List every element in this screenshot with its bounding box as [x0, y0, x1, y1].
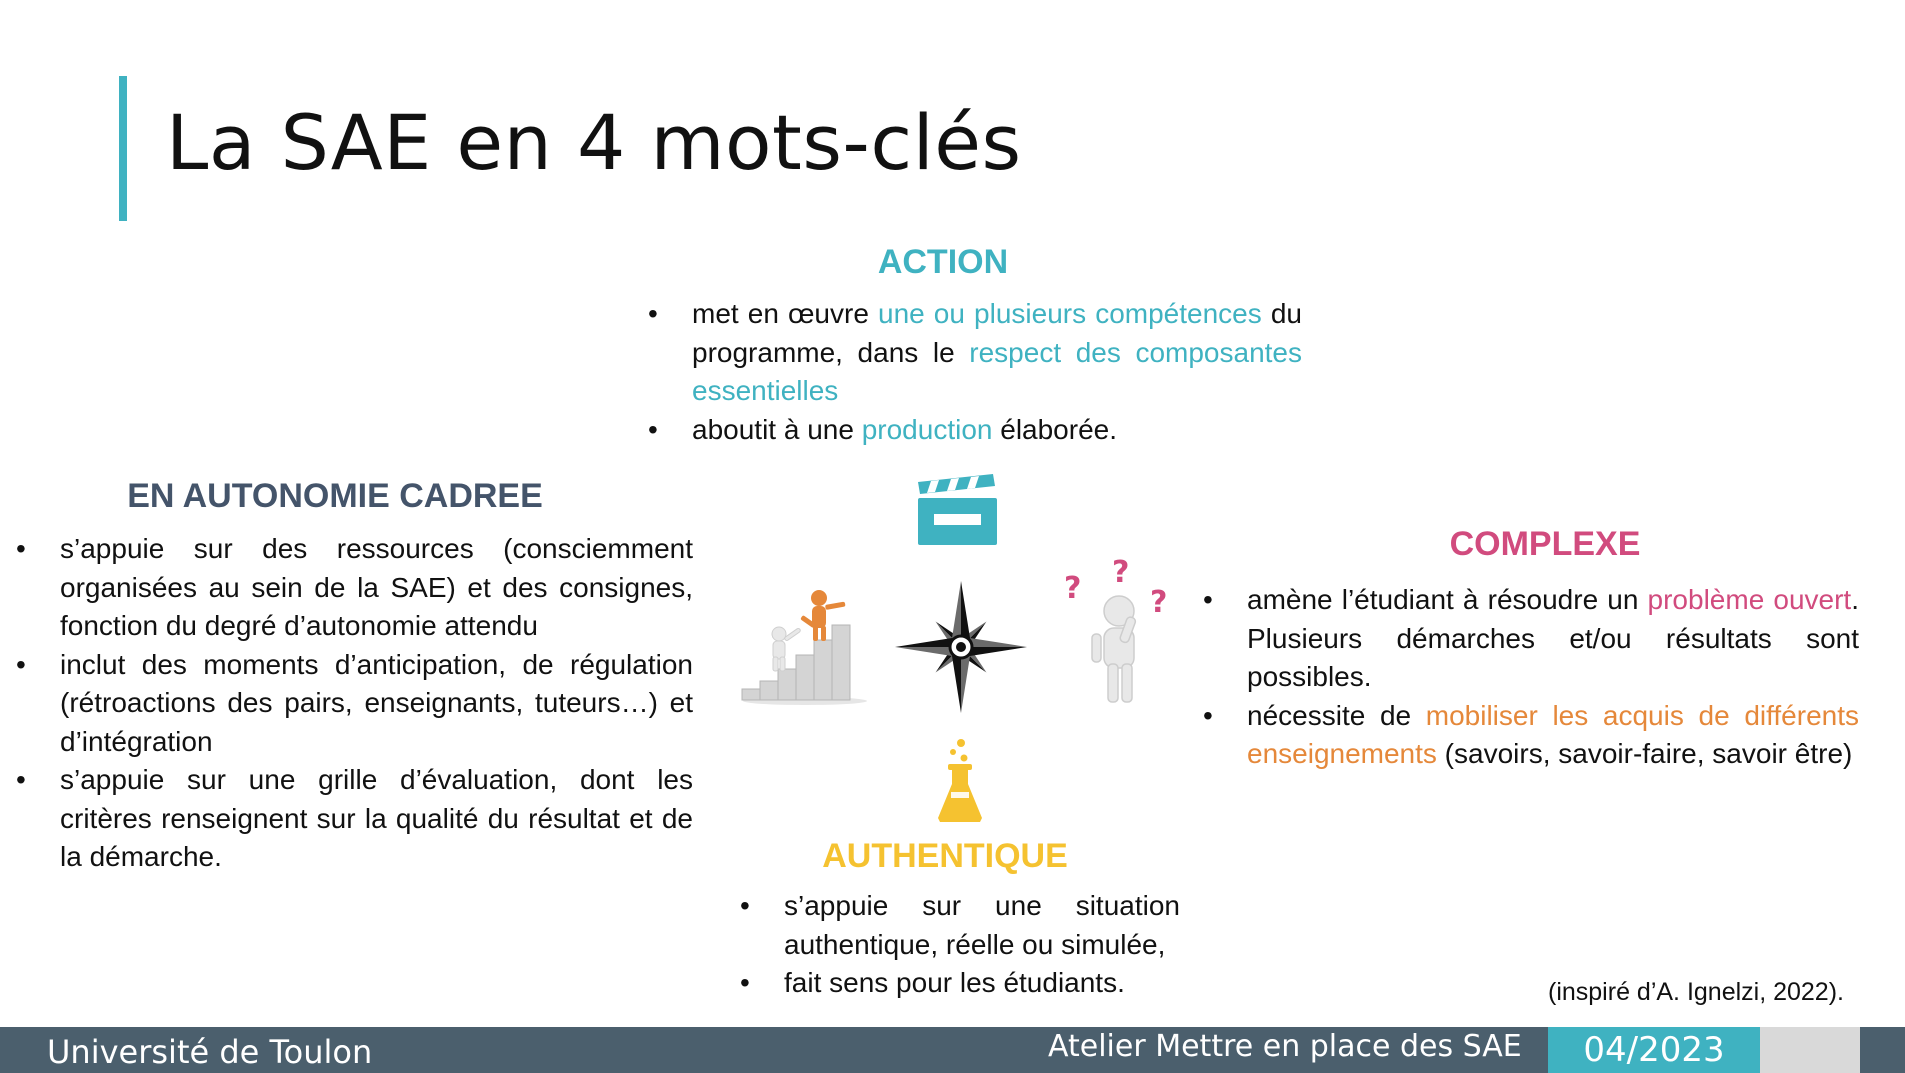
- thinking-figure-icon: [1062, 552, 1180, 712]
- action-heading: ACTION: [877, 243, 1009, 281]
- list-item: • fait sens pour les étudiants.: [740, 964, 1180, 1003]
- autonomie-list: [16, 530, 693, 877]
- svg-text:?: ?: [1064, 571, 1082, 606]
- list-item: • inclut des moments d’anticipation, de régulation (rétroactions des pairs, enseignants, tuteurs…) et d’intégration: [16, 646, 693, 762]
- list-item: • met en œuvre une ou plusieurs compétences du programme, dans le respect des composantes essentielles: [648, 295, 1302, 411]
- list-item: • s’appuie sur une grille d’évaluation, dont les critères renseignent sur la qualité du résultat et de la démarche.: [16, 761, 693, 877]
- source-credit: (inspiré d’A. Ignelzi, 2022).: [1548, 978, 1844, 1006]
- svg-text:?: ?: [1112, 555, 1130, 590]
- autonomie-heading: EN AUTONOMIE CADREE: [127, 477, 543, 515]
- compass-rose-icon: [892, 578, 1030, 716]
- authentique-heading: AUTHENTIQUE: [822, 837, 1068, 875]
- svg-text:?: ?: [1150, 585, 1168, 620]
- list-item: • nécessite de mobiliser les acquis de différents enseignements (savoirs, savoir-faire, savoir être): [1203, 697, 1859, 774]
- flask-icon: [936, 738, 984, 824]
- action-list: [648, 295, 1302, 449]
- staircase-figures-icon: [737, 585, 877, 705]
- list-item: • s’appuie sur une situation authentique, réelle ou simulée,: [740, 887, 1180, 964]
- footer-date: 04/2023: [1548, 1027, 1760, 1073]
- clapperboard-icon: [915, 472, 1000, 547]
- authentique-list: [740, 887, 1180, 1003]
- footer-event: Atelier Mettre en place des SAE: [1048, 1029, 1522, 1064]
- complexe-list: [1203, 581, 1859, 774]
- complexe-heading: COMPLEXE: [1449, 525, 1641, 563]
- title-accent-bar: [119, 76, 127, 221]
- list-item: • aboutit à une production élaborée.: [648, 411, 1302, 450]
- list-item: • amène l’étudiant à résoudre un problème ouvert. Plusieurs démarches et/ou résultats sont possibles.: [1203, 581, 1859, 697]
- footer-grey-block: [1760, 1027, 1860, 1073]
- footer-institution: Université de Toulon: [47, 1033, 373, 1071]
- list-item: • s’appuie sur des ressources (consciemment organisées au sein de la SAE) et des consignes, fonction du degré d’autonomie attendu: [16, 530, 693, 646]
- slide-title: La SAE en 4 mots-clés: [166, 98, 1022, 187]
